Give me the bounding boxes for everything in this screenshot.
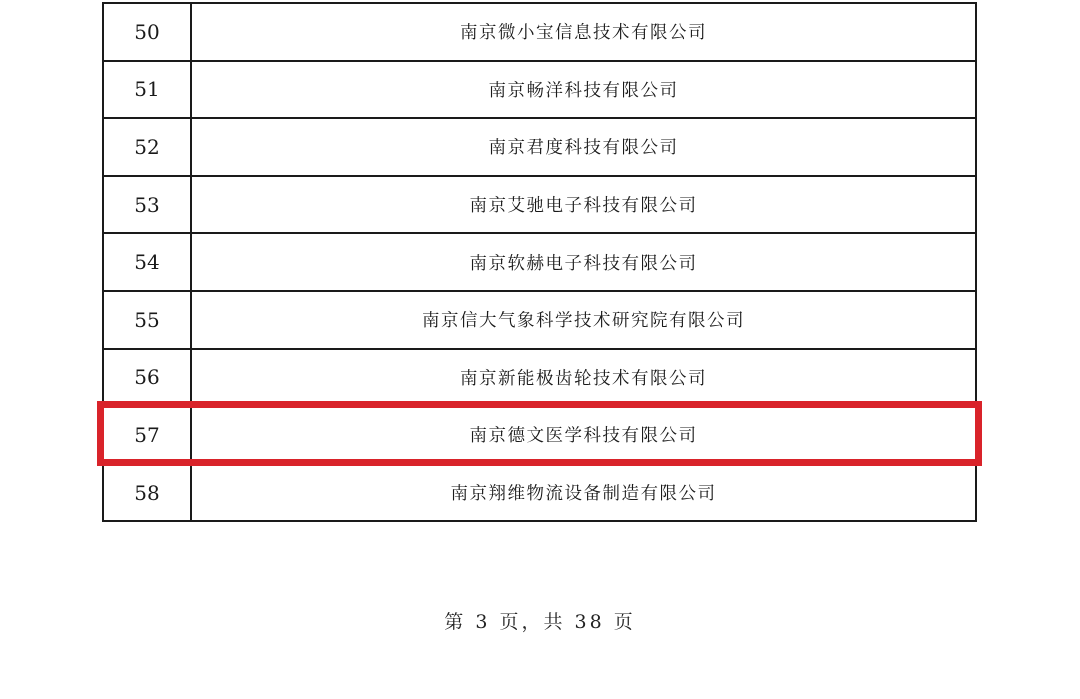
row-number-cell: 54 <box>103 233 191 291</box>
table-row <box>103 118 976 176</box>
company-name-cell: 南京畅洋科技有限公司 <box>191 61 976 119</box>
page-number-footer: 第 3 页，共 38 页 <box>444 611 636 633</box>
company-name-cell: 南京新能极齿轮技术有限公司 <box>191 349 976 407</box>
company-name-cell: 南京君度科技有限公司 <box>191 118 976 176</box>
row-number-cell: 56 <box>103 349 191 407</box>
row-number-cell: 57 <box>103 406 191 464</box>
row-number-cell: 58 <box>103 464 191 522</box>
table-row <box>103 464 976 522</box>
row-number-cell: 50 <box>103 3 191 61</box>
row-number-cell: 52 <box>103 118 191 176</box>
row-number-cell: 51 <box>103 61 191 119</box>
row-number-cell: 53 <box>103 176 191 234</box>
table-row <box>103 291 976 349</box>
company-name-cell: 南京艾驰电子科技有限公司 <box>191 176 976 234</box>
company-name-cell: 南京微小宝信息技术有限公司 <box>191 3 976 61</box>
table-row <box>103 176 976 234</box>
company-name-cell: 南京软赫电子科技有限公司 <box>191 233 976 291</box>
company-name-cell: 南京德文医学科技有限公司 <box>191 406 976 464</box>
table-row <box>103 61 976 119</box>
table-body <box>103 3 976 521</box>
table-row-highlighted <box>103 406 976 464</box>
company-name-cell: 南京信大气象科学技术研究院有限公司 <box>191 291 976 349</box>
row-number-cell: 55 <box>103 291 191 349</box>
table-row <box>103 349 976 407</box>
company-list-table <box>102 2 977 522</box>
table-row <box>103 233 976 291</box>
company-name-cell: 南京翔维物流设备制造有限公司 <box>191 464 976 522</box>
table-row <box>103 3 976 61</box>
